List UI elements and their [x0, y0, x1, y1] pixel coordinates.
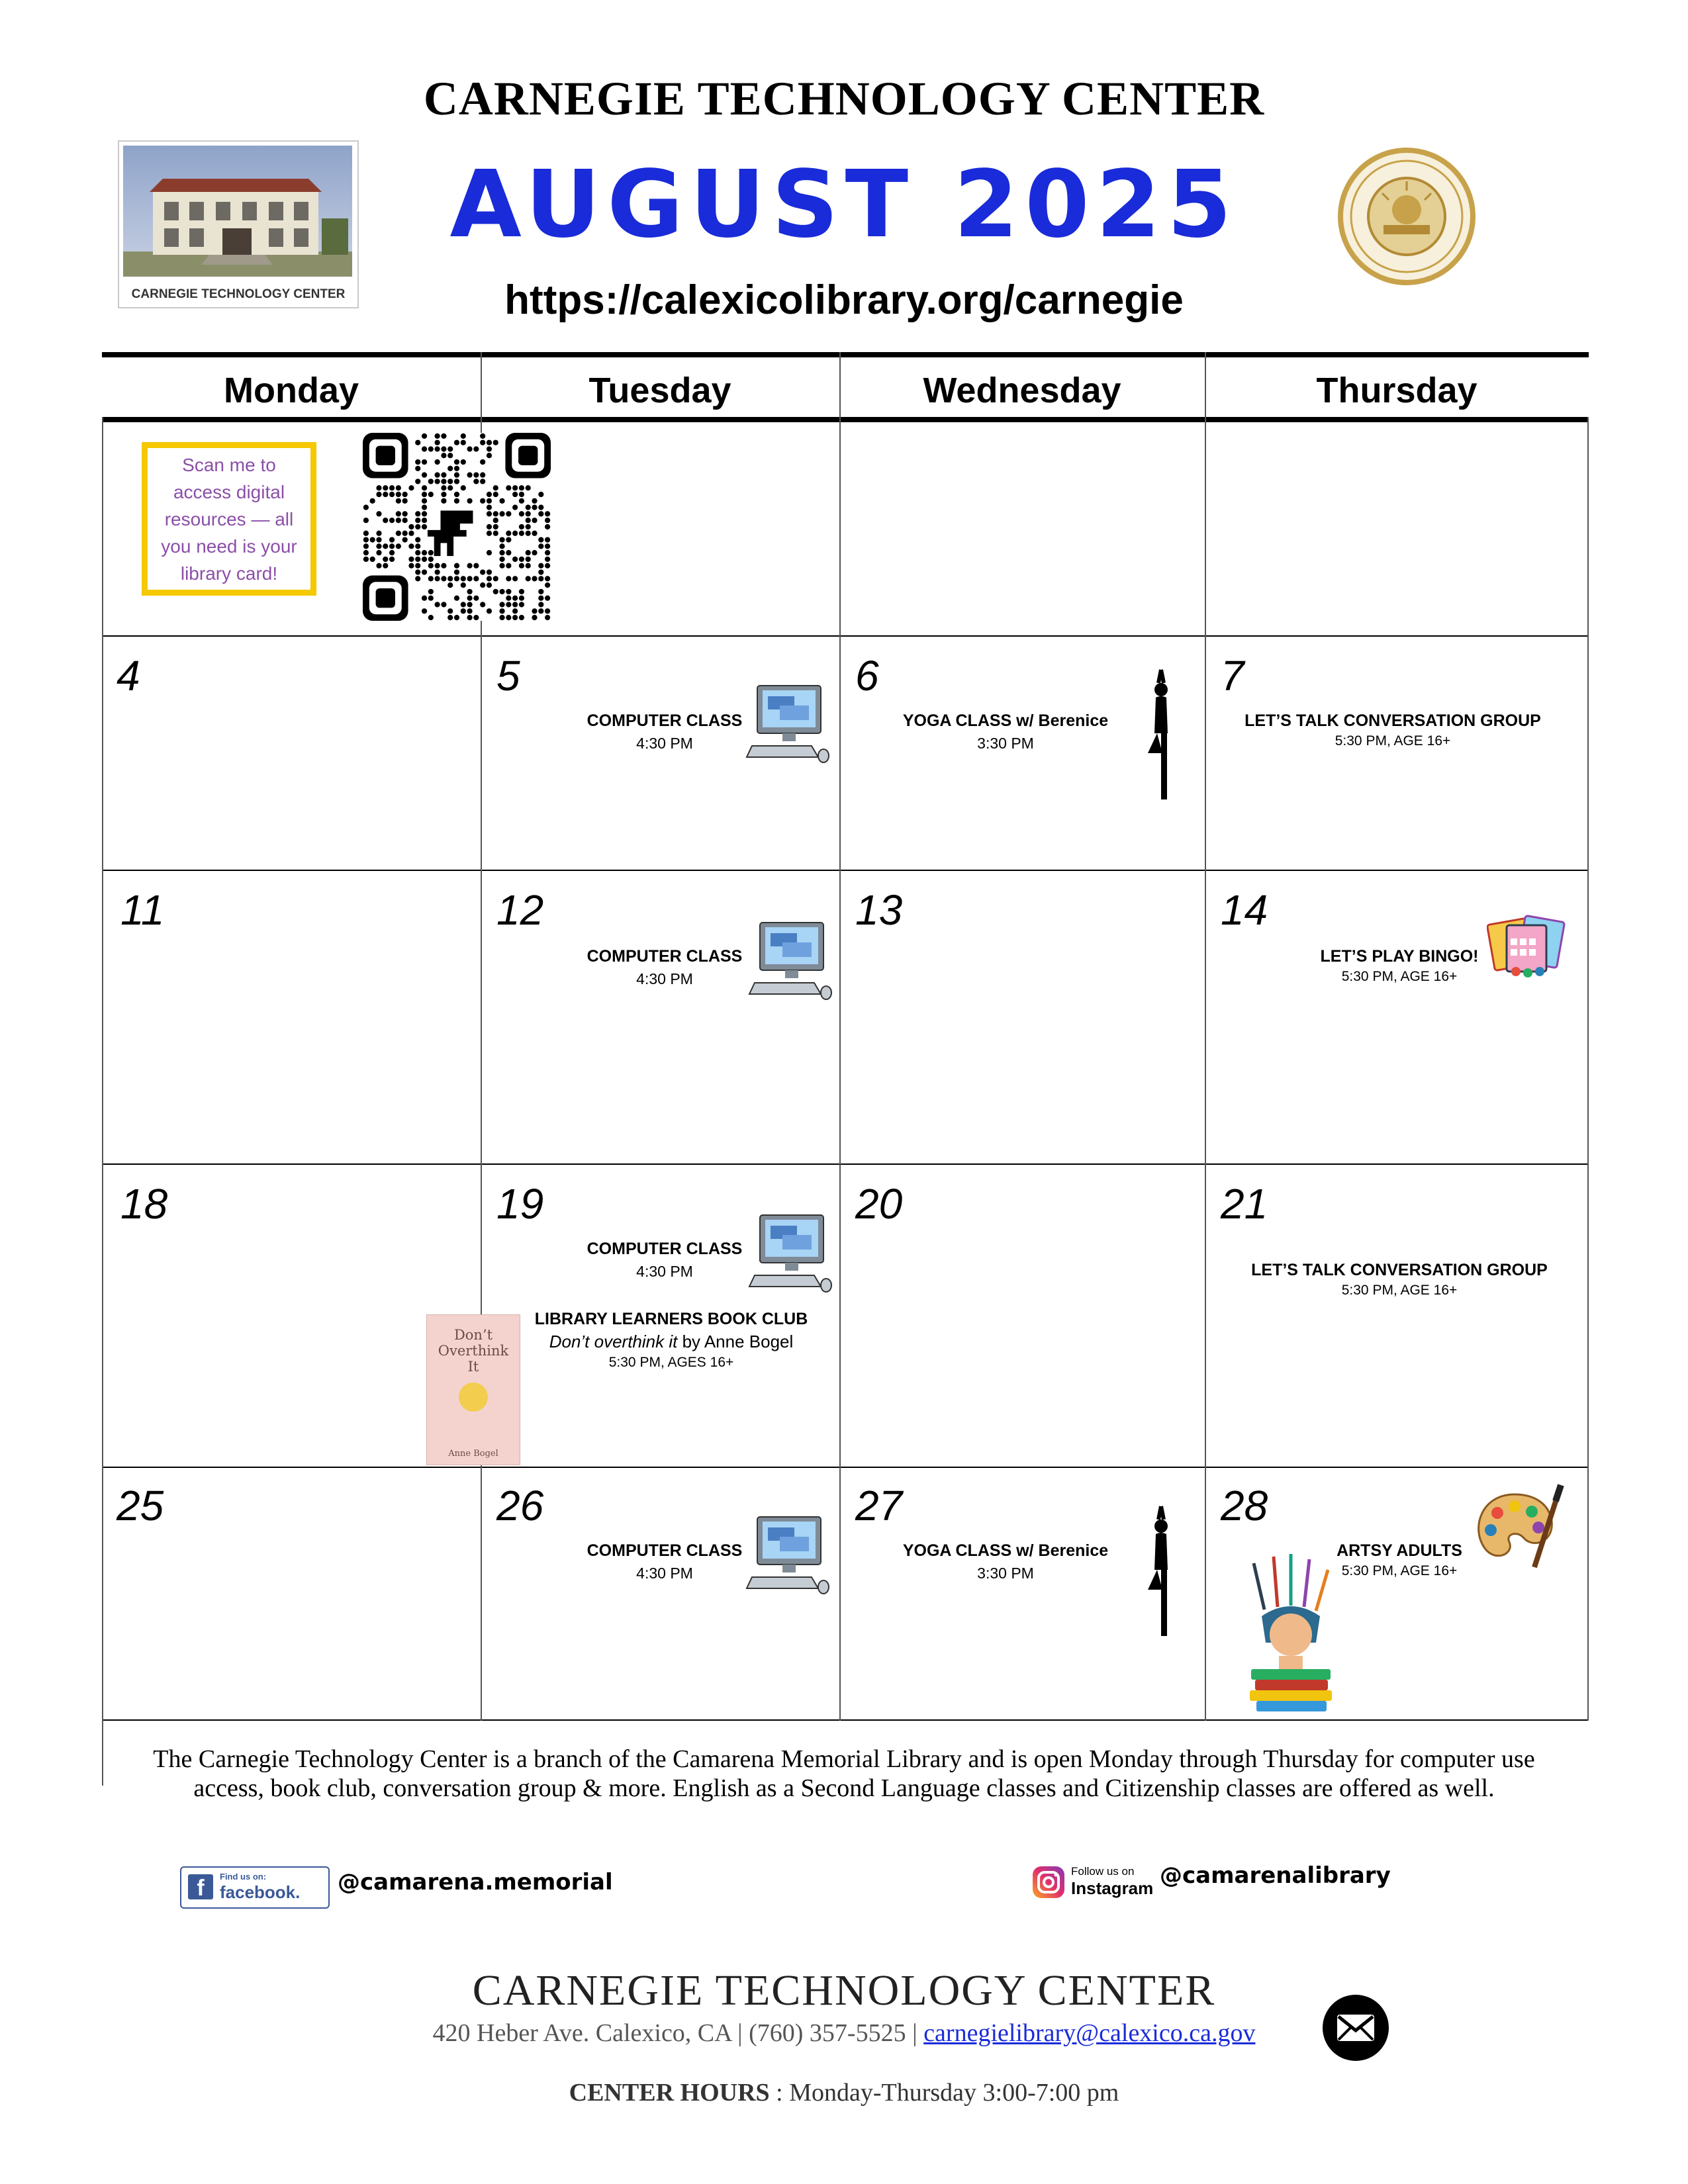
event-time: 4:30 PM	[636, 1263, 693, 1280]
yoga-icon	[1135, 1504, 1188, 1643]
hours-label: CENTER HOURS	[569, 2079, 770, 2107]
calendar-grid	[102, 352, 1589, 1722]
day-number: 19	[496, 1180, 544, 1228]
event-title: COMPUTER CLASS	[586, 1240, 743, 1258]
event-time: 5:30 PM, AGES 16+	[608, 1355, 734, 1370]
event-bingo	[1293, 945, 1505, 986]
instagram-icon	[1031, 1865, 1066, 1899]
event-time: 4:30 PM	[636, 735, 693, 752]
book-cover-art	[459, 1383, 488, 1412]
book-title: Don’t overthink it	[549, 1332, 678, 1351]
paint-palette-icon	[1468, 1481, 1568, 1579]
event-conversation-group	[1221, 1259, 1578, 1300]
book-cover-image	[426, 1314, 520, 1465]
center-hours	[0, 2078, 1688, 2107]
email-link[interactable]: carnegielibrary@calexico.ca.gov	[923, 2019, 1256, 2047]
day-number: 20	[855, 1180, 903, 1228]
day-number: 18	[120, 1180, 168, 1228]
instagram-badge-small: Follow us on	[1071, 1865, 1135, 1878]
computer-icon	[745, 1514, 831, 1597]
facebook-icon: f	[188, 1874, 213, 1899]
book-author: by Anne Bogel	[677, 1332, 794, 1351]
computer-icon	[745, 683, 831, 766]
hours-separator: :	[769, 2079, 790, 2107]
weekday-wednesday: Wednesday	[923, 371, 1121, 410]
day-number: 5	[496, 652, 520, 700]
facebook-badge-small: Find us on:	[220, 1872, 267, 1882]
about-text: The Carnegie Technology Center is a branch of the Camarena Memorial Library and is open Monday through Thursday for computer use access, book club, conversation group & more. English as a Second Language classes and Citizenship classes are offered as well.	[153, 1745, 1535, 1802]
weekday-monday: Monday	[223, 371, 359, 410]
event-artsy-adults	[1320, 1539, 1479, 1580]
instagram-badge[interactable]	[1031, 1862, 1154, 1902]
event-computer-class	[565, 1539, 764, 1584]
org-title: CARNEGIE TECHNOLOGY CENTER	[423, 72, 1265, 125]
instagram-badge-text: Instagram	[1071, 1878, 1154, 1898]
event-title: COMPUTER CLASS	[586, 711, 743, 730]
event-time: 5:30 PM, AGE 16+	[1341, 1563, 1458, 1578]
bingo-card-icon	[1487, 912, 1566, 978]
event-time: 3:30 PM	[977, 735, 1034, 752]
event-title: LET’S TALK CONVERSATION GROUP	[1251, 1261, 1548, 1279]
day-number: 21	[1221, 1180, 1268, 1228]
weekday-thursday: Thursday	[1316, 371, 1477, 410]
scan-note: Scan me to access digital resources — all you need is your library card!	[142, 442, 316, 596]
event-yoga-class	[896, 709, 1115, 754]
day-number: 12	[496, 886, 544, 934]
mail-icon[interactable]	[1321, 1993, 1390, 2062]
book-cover-author: Anne Bogel	[448, 1449, 498, 1459]
qr-code-icon[interactable]	[363, 433, 551, 621]
day-number: 14	[1221, 886, 1268, 934]
logo-caption: CARNEGIE TECHNOLOGY CENTER	[131, 287, 346, 301]
day-number: 27	[855, 1482, 903, 1529]
website-url[interactable]: https://calexicolibrary.org/carnegie	[504, 277, 1184, 323]
event-title: LET’S TALK CONVERSATION GROUP	[1244, 711, 1541, 730]
event-book-club	[526, 1308, 817, 1373]
event-yoga-class	[896, 1539, 1115, 1584]
book-cover-line: Overthink	[438, 1343, 509, 1359]
book-cover-line: It	[467, 1359, 479, 1375]
instagram-handle[interactable]: @camarenalibrary	[1160, 1862, 1391, 1889]
hours-value: Monday-Thursday 3:00-7:00 pm	[789, 2079, 1119, 2107]
day-number: 6	[855, 652, 879, 700]
building-photo	[123, 146, 352, 277]
footer-title: CARNEGIE TECHNOLOGY CENTER	[472, 1966, 1216, 2015]
event-time: 4:30 PM	[636, 970, 693, 987]
computer-icon	[748, 920, 834, 1003]
weekday-tuesday: Tuesday	[588, 371, 731, 410]
day-number: 11	[120, 886, 165, 934]
event-computer-class	[565, 945, 764, 990]
city-seal-icon	[1337, 147, 1476, 286]
event-book	[526, 1330, 817, 1353]
event-title: LIBRARY LEARNERS BOOK CLUB	[534, 1310, 808, 1328]
event-title: COMPUTER CLASS	[586, 947, 743, 966]
computer-icon	[748, 1212, 834, 1295]
day-number: 28	[1221, 1482, 1268, 1529]
event-computer-class	[565, 1238, 764, 1283]
event-title: YOGA CLASS w/ Berenice	[902, 711, 1109, 730]
event-time: 5:30 PM, AGE 16+	[1341, 969, 1458, 984]
event-time: 5:30 PM, AGE 16+	[1335, 733, 1451, 749]
event-title: YOGA CLASS w/ Berenice	[902, 1541, 1109, 1560]
creative-reader-icon	[1238, 1550, 1344, 1715]
event-title: ARTSY ADULTS	[1336, 1541, 1462, 1560]
address-phone: 420 Heber Ave. Calexico, CA | (760) 357-5525 |	[432, 2019, 924, 2047]
facebook-badge[interactable]	[180, 1866, 330, 1909]
footer-contact	[0, 2019, 1688, 2048]
carnegie-building-logo	[118, 140, 359, 308]
facebook-badge-text: facebook.	[220, 1882, 301, 1902]
event-computer-class	[565, 709, 764, 754]
month-title: AUGUST 2025	[449, 151, 1239, 259]
day-number: 25	[117, 1482, 164, 1529]
day-number: 26	[496, 1482, 544, 1529]
book-cover-line: Don’t	[453, 1327, 493, 1343]
facebook-handle[interactable]: @camarena.memorial	[338, 1869, 613, 1895]
day-number: 7	[1221, 652, 1244, 700]
day-number: 4	[117, 652, 140, 700]
event-title: LET’S PLAY BINGO!	[1320, 947, 1479, 966]
yoga-icon	[1135, 667, 1188, 806]
event-time: 5:30 PM, AGE 16+	[1341, 1283, 1458, 1298]
event-time: 4:30 PM	[636, 1565, 693, 1582]
event-conversation-group	[1221, 709, 1565, 751]
event-time: 3:30 PM	[977, 1565, 1034, 1582]
day-number: 13	[855, 886, 903, 934]
event-title: COMPUTER CLASS	[586, 1541, 743, 1560]
